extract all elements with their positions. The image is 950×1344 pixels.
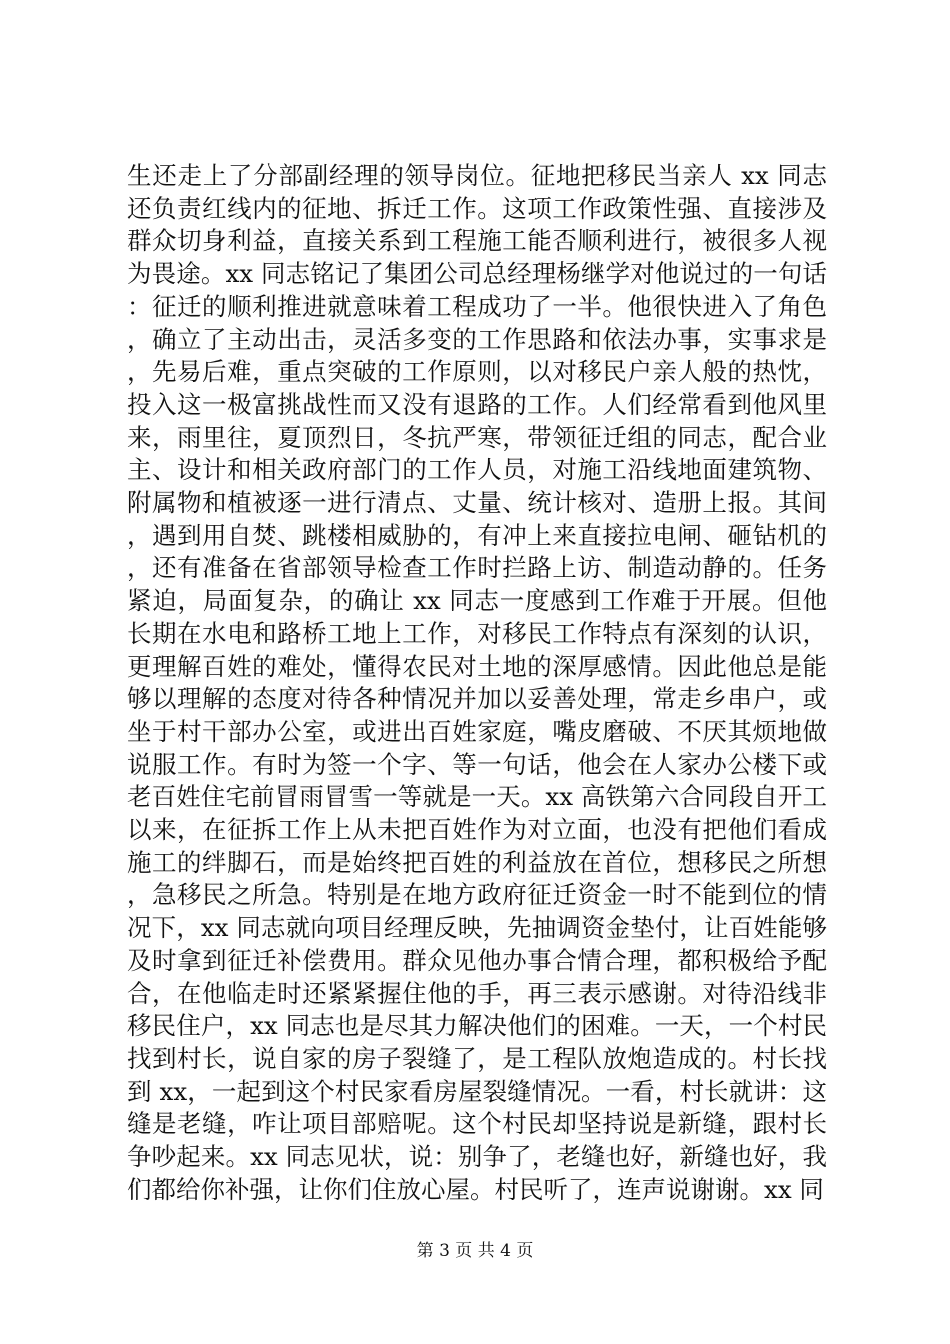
page-footer: 第 3 页 共 4 页	[416, 1241, 534, 1261]
body-paragraph: 生还走上了分部副经理的领导岗位。征地把移民当亲人 xx 同志还负责红线内的征地、拆迁工作。这项工作政策性强、直接涉及群众切身利益，直接关系到工程施工能否顺利进行，被很多人视为畏途。xx 同志铭记了集团公司总经理杨继学对他说过的一句话：征迁的顺利推进就意味着工程成功了一半。他很快进入了角色，确立了主动出击，灵活多变的工作思路和依法办事，实事求是，先易后难，重点突破的工作原则，以对移民户亲人般的热忱，投入这一极富挑战性而又没有退路的工作。人们经常看到他风里来，雨里往，夏顶烈日，冬抗严寒，带领征迁组的同志，配合业主、设计和相关政府部门的工作人员，对施工沿线地面建筑物、附属物和植被逐一进行清点、丈量、统计核对、造册上报。其间，遇到用自焚、跳楼相威胁的，有冲上来直接拉电闸、砸钻机的，还有准备在省部领导检查工作时拦路上访、制造动静的。任务紧迫，局面复杂，的确让 xx 同志一度感到工作难于开展。但他长期在水电和路桥工地上工作，对移民工作特点有深刻的认识，更理解百姓的难处，懂得农民对土地的深厚感情。因此他总是能够以理解的态度对待各种情况并加以妥善处理，常走乡串户，或坐于村干部办公室，或进出百姓家庭，嘴皮磨破、不厌其烦地做说服工作。有时为签一个字、等一句话，他会在人家办公楼下或老百姓住宅前冒雨冒雪一等就是一天。xx 高铁第六合同段自开工以来，在征拆工作上从未把百姓作为对立面，也没有把他们看成施工的绊脚石，而是始终把百姓的利益放在首位，想移民之所想，急移民之所急。特别是在地方政府征迁资金一时不能到位的情况下，xx 同志就向项目经理反映，先抽调资金垫付，让百姓能够及时拿到征迁补偿费用。群众见他办事合情合理，都积极给予配合，在他临走时还紧紧握住他的手，再三表示感谢。对待沿线非移民住户，xx 同志也是尽其力解决他们的困难。一天，一个村民找到村长，说自家的房子裂缝了，是工程队放炮造成的。村长找到 xx，一起到这个村民家看房屋裂缝情况。一看，村长就讲：这缝是老缝，咋让项目部赔呢。这个村民却坚持说是新缝，跟村长争吵起来。xx 同志见状，说：别争了，老缝也好，新缝也好，我们都给你补强，让你们住放心屋。村民听了，连声说谢谢。xx 同	[127, 161, 827, 1204]
